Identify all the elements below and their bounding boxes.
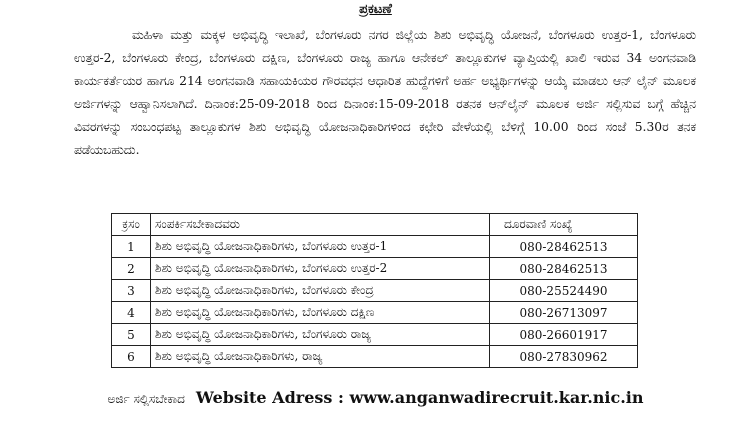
notice-paragraph: [74, 24, 696, 162]
row-phone-number: 080-25524490: [490, 280, 638, 302]
row-serial-no: 5: [112, 324, 151, 346]
row-phone-number: 080-26601917: [490, 324, 638, 346]
row-phone-number: 080-28462513: [490, 236, 638, 258]
table-row: [112, 258, 638, 280]
row-phone-number: 080-27830962: [490, 346, 638, 368]
header-serial-no: ಕ್ರಸಂ: [112, 214, 151, 236]
row-contact-person: ಶಿಶು ಅಭಿವೃದ್ಧಿ ಯೋಜನಾಧಿಕಾರಿಗಳು, ಬೆಂಗಳೂರು ದಕ್ಷಿಣ: [151, 302, 490, 324]
table-row: [112, 280, 638, 302]
row-contact-person: ಶಿಶು ಅಭಿವೃದ್ಧಿ ಯೋಜನಾಧಿಕಾರಿಗಳು, ಬೆಂಗಳೂರು ರಾಜ್ಯ: [151, 324, 490, 346]
website-address[interactable]: Website Adress : www.anganwadirecruit.kar.nic.in: [195, 388, 644, 407]
row-serial-no: 2: [112, 258, 151, 280]
row-serial-no: 3: [112, 280, 151, 302]
table-row: [112, 324, 638, 346]
table-row: [112, 302, 638, 324]
table-header-row: [112, 214, 638, 236]
row-serial-no: 6: [112, 346, 151, 368]
website-label: ಅರ್ಜಿ ಸಲ್ಲಿಸಬೇಕಾದ: [107, 392, 185, 406]
row-serial-no: 1: [112, 236, 151, 258]
row-serial-no: 4: [112, 302, 151, 324]
contact-table: [111, 213, 638, 368]
table-row: [112, 346, 638, 368]
row-phone-number: 080-28462513: [490, 258, 638, 280]
row-contact-person: ಶಿಶು ಅಭಿವೃದ್ಧಿ ಯೋಜನಾಧಿಕಾರಿಗಳು, ರಾಜ್ಯ: [151, 346, 490, 368]
row-contact-person: ಶಿಶು ಅಭಿವೃದ್ಧಿ ಯೋಜನಾಧಿಕಾರಿಗಳು, ಬೆಂಗಳೂರು ಉತ್ತರ-2: [151, 258, 490, 280]
row-phone-number: 080-26713097: [490, 302, 638, 324]
notice-body-text: ಮಹಿಳಾ ಮತ್ತು ಮಕ್ಕಳ ಅಭಿವೃದ್ಧಿ ಇಲಾಖೆ, ಬೆಂಗಳೂರು ನಗರ ಜಿಲ್ಲೆಯ ಶಿಶು ಅಭಿವೃದ್ಧಿ ಯೋಜನೆ, ಬೆಂಗಳೂರು ಉತ್ತರ-1, ಬೆಂಗಳೂರು ಉತ್ತರ-2, ಬೆಂಗಳೂರು ಕೇಂದ್ರ, ಬೆಂಗಳೂರು ದಕ್ಷಿಣ, ಬೆಂಗಳೂರು ರಾಜ್ಯ ಹಾಗೂ ಆನೇಕಲ್ ತಾಲ್ಲೂಕುಗಳ ವ್ಯಾಪ್ತಿಯಲ್ಲಿ ಖಾಲಿ ಇರುವ 34 ಅಂಗನವಾಡಿ ಕಾರ್ಯಕರ್ತೆಯರ ಹಾಗೂ 214 ಅಂಗನವಾಡಿ ಸಹಾಯಕಿಯರ ಗೌರವಧನ ಆಧಾರಿತ ಹುದ್ದೆಗಳಿಗೆ ಅರ್ಹ ಅಭ್ಯರ್ಥಿಗಳನ್ನು ಆಯ್ಕೆ ಮಾಡಲು ಆನ್ ಲೈನ್ ಮೂಲಕ ಅರ್ಜಿಗಳನ್ನು ಆಹ್ವಾನಿಸಲಾಗಿದೆ. ದಿನಾಂಕ:25-09-2018 ರಿಂದ ದಿನಾಂಕ:15-09-2018 ರತನಕ ಆನ್‌ಲೈನ್ ಮೂಲಕ ಅರ್ಜಿ ಸಲ್ಲಿಸುವ ಬಗ್ಗೆ ಹೆಚ್ಚಿನ ವಿವರಗಳನ್ನು ಸಂಬಂಧಪಟ್ಟ ತಾಲ್ಲೂಕುಗಳ ಶಿಶು ಅಭಿವೃದ್ಧಿ ಯೋಜನಾಧಿಕಾರಿಗಳಿಂದ ಕಛೇರಿ ವೇಳೆಯಲ್ಲಿ ಬೆಳಿಗ್ಗೆ 10.00 ರಿಂದ ಸಂಜೆ 5.30ರ ತನಕ ಪಡೆಯಬಹುದು.: [74, 28, 696, 157]
header-phone-number: ದೂರವಾಣಿ ಸಂಖ್ಯೆ: [490, 214, 638, 236]
notice-title: ಪ್ರಕಟಣೆ: [359, 2, 392, 17]
header-contact-person: ಸಂಪರ್ಕಿಸಬೇಕಾದವರು: [151, 214, 490, 236]
row-contact-person: ಶಿಶು ಅಭಿವೃದ್ಧಿ ಯೋಜನಾಧಿಕಾರಿಗಳು, ಬೆಂಗಳೂರು ಕೇಂದ್ರ: [151, 280, 490, 302]
website-footer: [0, 388, 751, 407]
row-contact-person: ಶಿಶು ಅಭಿವೃದ್ಧಿ ಯೋಜನಾಧಿಕಾರಿಗಳು, ಬೆಂಗಳೂರು ಉತ್ತರ-1: [151, 236, 490, 258]
table-row: [112, 236, 638, 258]
